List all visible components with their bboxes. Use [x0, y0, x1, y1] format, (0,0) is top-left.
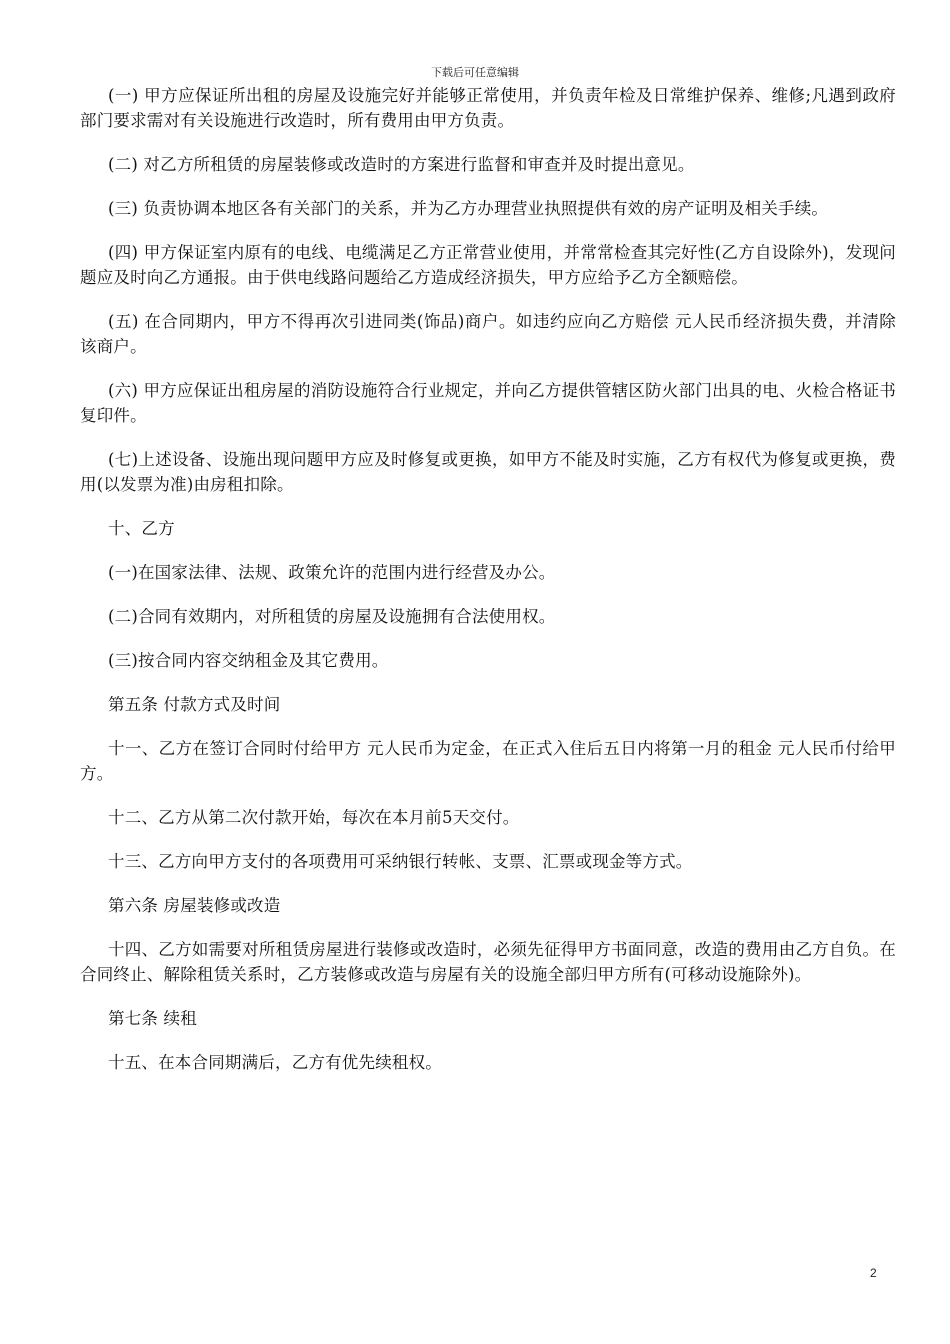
- clause-paragraph: (一) 甲方应保证所出租的房屋及设施完好并能够正常使用，并负责年检及日常维护保养、维修;凡遇到政府部门要求需对有关设施进行改造时，所有费用由甲方负责。: [80, 86, 896, 130]
- clause-paragraph: (四) 甲方保证室内原有的电线、电缆满足乙方正常营业使用，并常常检查其完好性(乙方自设除外)，发现问题应及时向乙方通报。由于供电线路问题给乙方造成经济损失，甲方应给予乙方全额赔偿。: [80, 243, 896, 287]
- section-heading: 十、乙方: [108, 519, 175, 538]
- clause-paragraph: (五) 在合同期内，甲方不得再次引进同类(饰品)商户。如违约应向乙方赔偿 元人民币经济损失费，并清除该商户。: [80, 312, 896, 356]
- clause-paragraph: 十二、乙方从第二次付款开始，每次在本月前5天交付。: [108, 808, 520, 827]
- clause-paragraph: 十三、乙方向甲方支付的各项费用可采纳银行转帐、支票、汇票或现金等方式。: [108, 852, 693, 871]
- clause-paragraph: (一)在国家法律、法规、政策允许的范围内进行经营及办公。: [108, 563, 556, 582]
- page-number: 2: [870, 1266, 877, 1280]
- clause-paragraph: (二)合同有效期内，对所租赁的房屋及设施拥有合法使用权。: [108, 607, 556, 626]
- clause-paragraph: (七)上述设备、设施出现问题甲方应及时修复或更换，如甲方不能及时实施，乙方有权代为修复或更换，费用(以发票为准)由房租扣除。: [80, 450, 896, 494]
- clause-paragraph: 十五、在本合同期满后，乙方有优先续租权。: [108, 1053, 442, 1072]
- clause-paragraph: (三) 负责协调本地区各有关部门的关系，并为乙方办理营业执照提供有效的房产证明及相关手续。: [108, 199, 829, 218]
- clause-paragraph: 十四、乙方如需要对所租赁房屋进行装修或改造时，必须先征得甲方书面同意，改造的费用由乙方自负。在合同终止、解除租赁关系时，乙方装修或改造与房屋有关的设施全部归甲方所有(可移动设施除外)。: [80, 940, 896, 984]
- article-heading: 第七条 续租: [108, 1009, 197, 1028]
- article-heading: 第六条 房屋装修或改造: [108, 896, 281, 915]
- page-header: 下载后可任意编辑: [431, 66, 519, 79]
- clause-paragraph: (六) 甲方应保证出租房屋的消防设施符合行业规定，并向乙方提供管辖区防火部门出具的电、火检合格证书复印件。: [80, 381, 896, 425]
- clause-paragraph: (三)按合同内容交纳租金及其它费用。: [108, 651, 389, 670]
- clause-paragraph: (二) 对乙方所租赁的房屋装修或改造时的方案进行监督和审查并及时提出意见。: [108, 155, 695, 174]
- clause-paragraph: 十一、乙方在签订合同时付给甲方 元人民币为定金，在正式入住后五日内将第一月的租金 元人民币付给甲方。: [80, 739, 896, 783]
- article-heading: 第五条 付款方式及时间: [108, 695, 281, 714]
- document-body: [80, 83, 896, 1094]
